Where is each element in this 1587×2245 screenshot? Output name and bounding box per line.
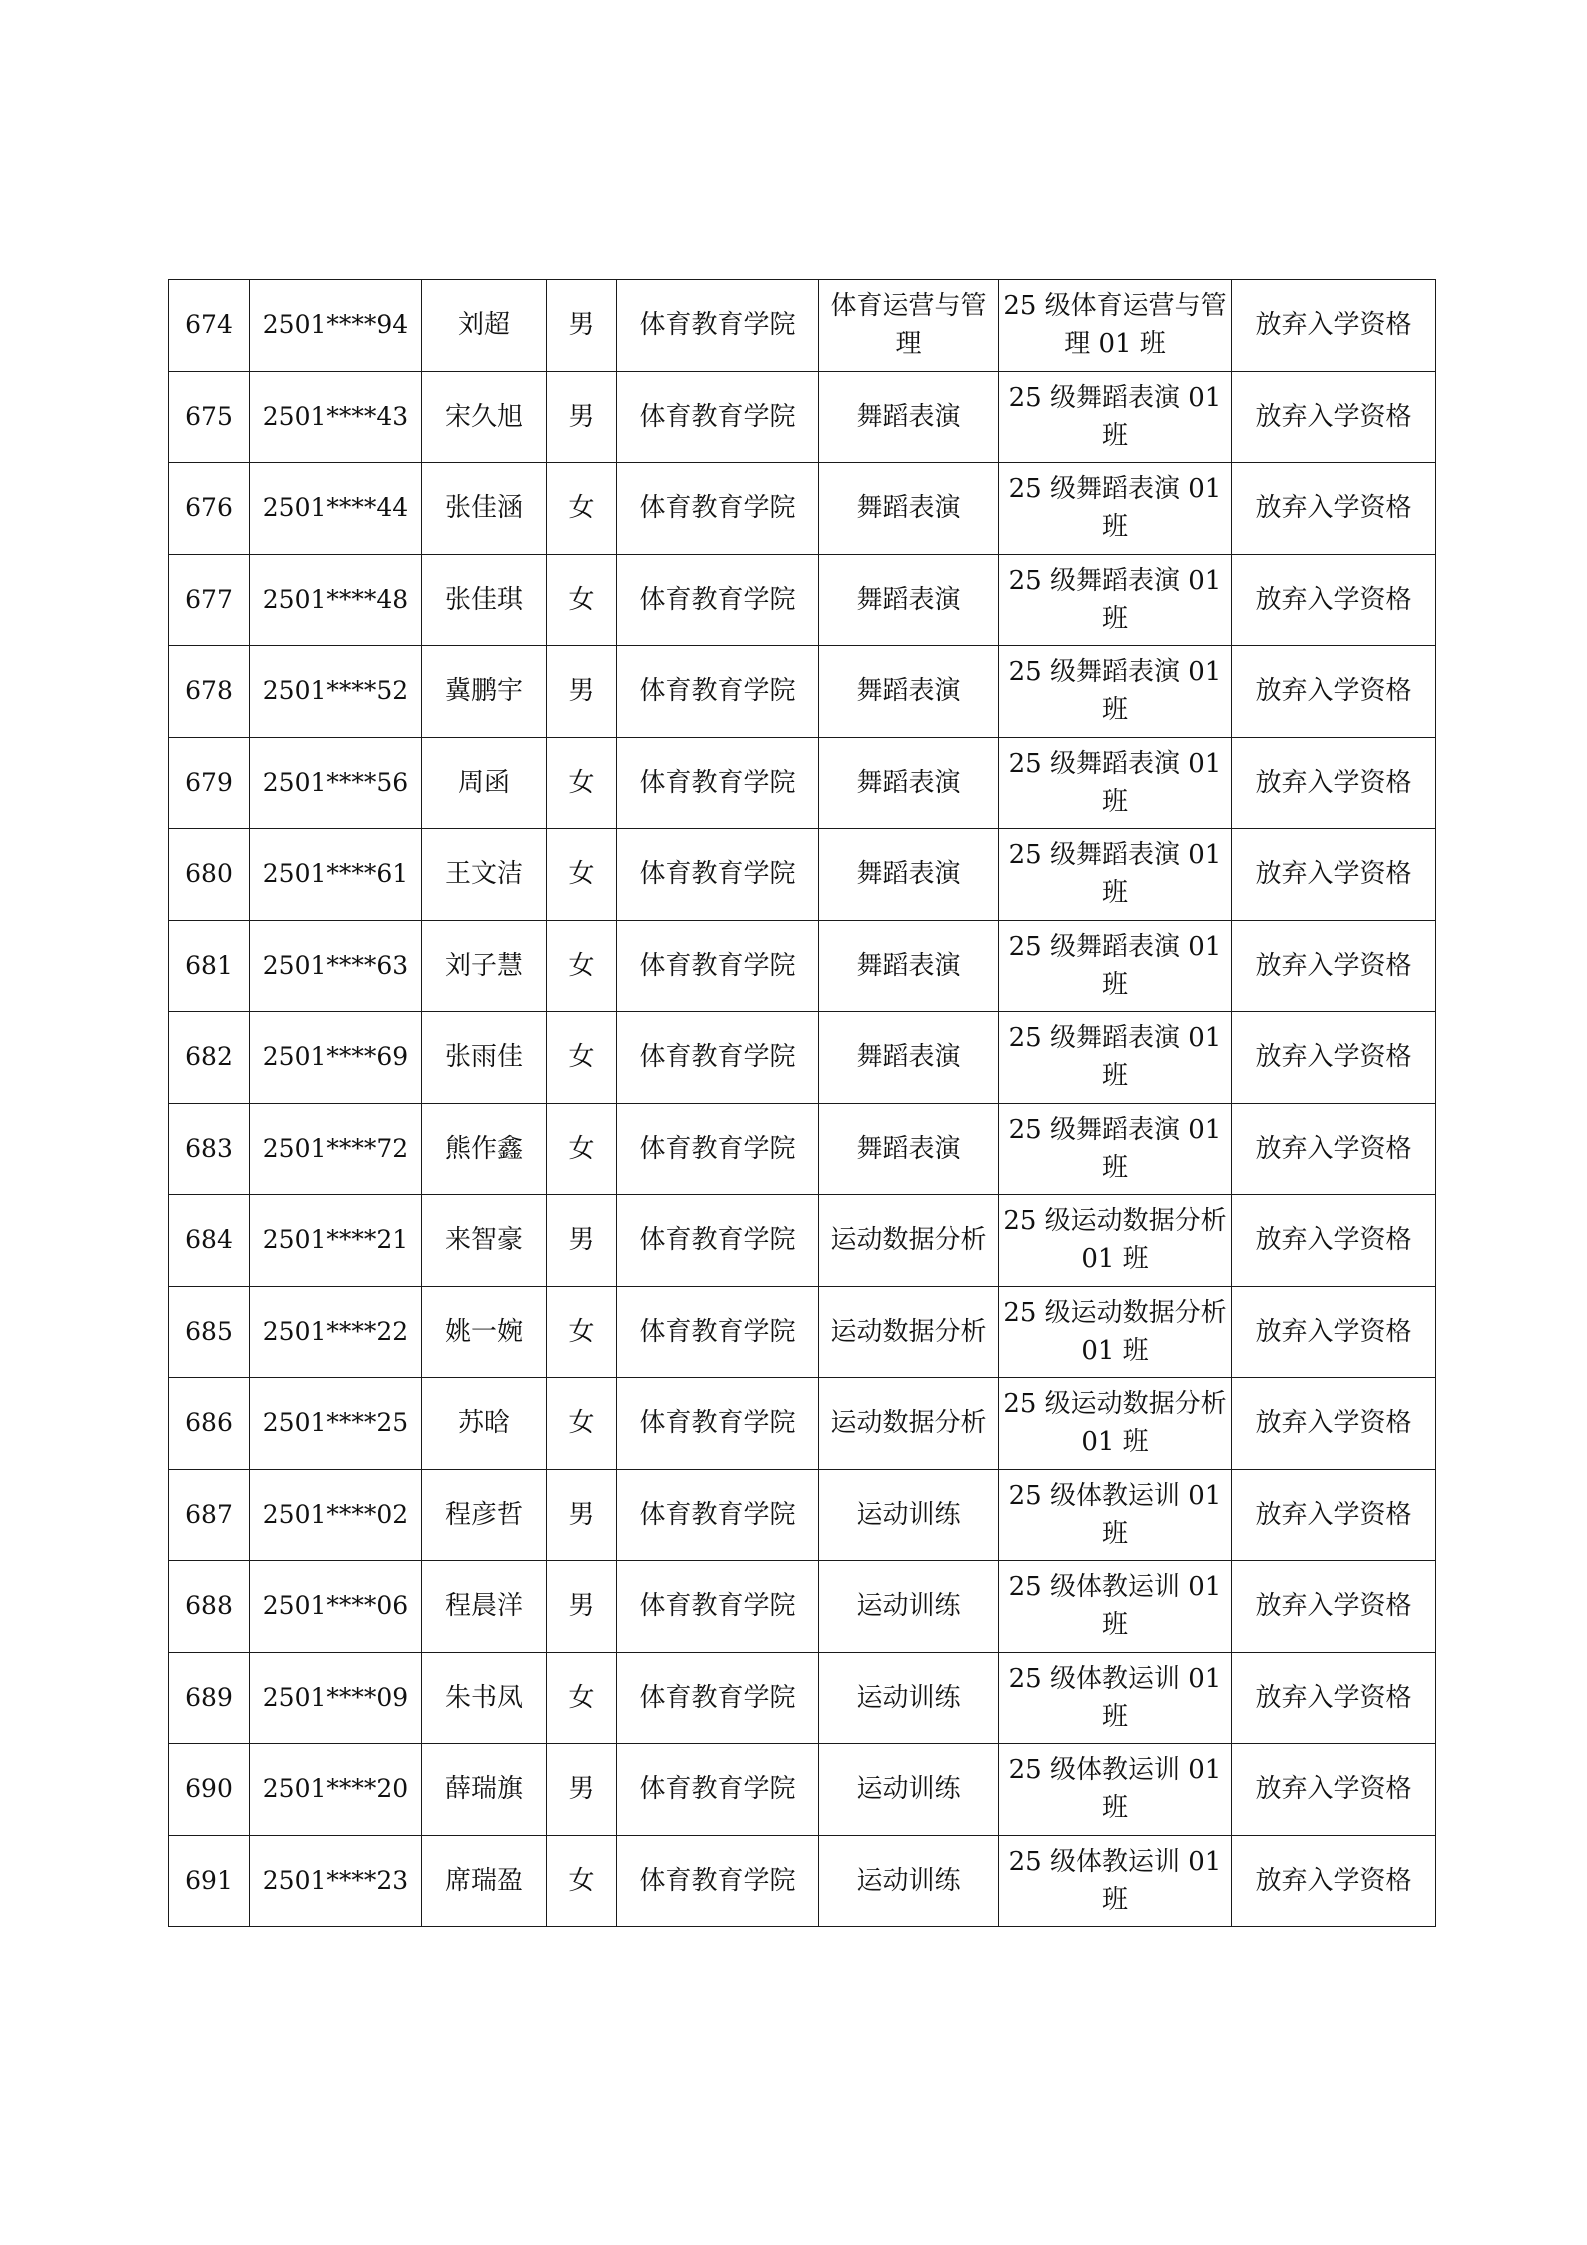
college-cell: 体育教育学院 bbox=[617, 920, 819, 1012]
student-name-cell: 程晨洋 bbox=[422, 1561, 547, 1653]
college-cell: 体育教育学院 bbox=[617, 737, 819, 829]
table-row bbox=[169, 1286, 1436, 1378]
status-cell: 放弃入学资格 bbox=[1232, 371, 1436, 463]
college-cell: 体育教育学院 bbox=[617, 1561, 819, 1653]
row-number-cell: 688 bbox=[169, 1561, 250, 1653]
gender-cell: 女 bbox=[547, 829, 617, 921]
gender-cell: 女 bbox=[547, 1012, 617, 1104]
row-number-cell: 689 bbox=[169, 1652, 250, 1744]
class-cell: 25 级舞蹈表演 01 班 bbox=[999, 371, 1232, 463]
gender-cell: 女 bbox=[547, 920, 617, 1012]
gender-cell: 女 bbox=[547, 554, 617, 646]
student-id-cell: 2501****94 bbox=[250, 280, 422, 372]
college-cell: 体育教育学院 bbox=[617, 280, 819, 372]
student-id-cell: 2501****48 bbox=[250, 554, 422, 646]
major-cell: 舞蹈表演 bbox=[819, 463, 999, 555]
status-cell: 放弃入学资格 bbox=[1232, 829, 1436, 921]
major-cell: 舞蹈表演 bbox=[819, 920, 999, 1012]
college-cell: 体育教育学院 bbox=[617, 1378, 819, 1470]
major-cell: 舞蹈表演 bbox=[819, 737, 999, 829]
college-cell: 体育教育学院 bbox=[617, 463, 819, 555]
status-cell: 放弃入学资格 bbox=[1232, 1744, 1436, 1836]
student-id-cell: 2501****21 bbox=[250, 1195, 422, 1287]
student-name-cell: 张佳涵 bbox=[422, 463, 547, 555]
college-cell: 体育教育学院 bbox=[617, 1744, 819, 1836]
status-cell: 放弃入学资格 bbox=[1232, 1835, 1436, 1927]
status-cell: 放弃入学资格 bbox=[1232, 1561, 1436, 1653]
status-cell: 放弃入学资格 bbox=[1232, 1195, 1436, 1287]
major-cell: 舞蹈表演 bbox=[819, 1103, 999, 1195]
table-row bbox=[169, 1652, 1436, 1744]
college-cell: 体育教育学院 bbox=[617, 1103, 819, 1195]
status-cell: 放弃入学资格 bbox=[1232, 1103, 1436, 1195]
class-cell: 25 级体教运训 01 班 bbox=[999, 1835, 1232, 1927]
table-row bbox=[169, 280, 1436, 372]
gender-cell: 男 bbox=[547, 1469, 617, 1561]
gender-cell: 女 bbox=[547, 1286, 617, 1378]
student-name-cell: 张雨佳 bbox=[422, 1012, 547, 1104]
class-cell: 25 级运动数据分析 01 班 bbox=[999, 1378, 1232, 1470]
gender-cell: 女 bbox=[547, 737, 617, 829]
student-id-cell: 2501****25 bbox=[250, 1378, 422, 1470]
major-cell: 运动训练 bbox=[819, 1744, 999, 1836]
class-cell: 25 级体教运训 01 班 bbox=[999, 1652, 1232, 1744]
student-name-cell: 刘超 bbox=[422, 280, 547, 372]
table-row bbox=[169, 1378, 1436, 1470]
class-cell: 25 级舞蹈表演 01 班 bbox=[999, 554, 1232, 646]
student-id-cell: 2501****22 bbox=[250, 1286, 422, 1378]
major-cell: 舞蹈表演 bbox=[819, 829, 999, 921]
student-name-cell: 张佳琪 bbox=[422, 554, 547, 646]
class-cell: 25 级舞蹈表演 01 班 bbox=[999, 646, 1232, 738]
row-number-cell: 675 bbox=[169, 371, 250, 463]
row-number-cell: 687 bbox=[169, 1469, 250, 1561]
class-cell: 25 级舞蹈表演 01 班 bbox=[999, 920, 1232, 1012]
major-cell: 运动数据分析 bbox=[819, 1378, 999, 1470]
major-cell: 运动数据分析 bbox=[819, 1286, 999, 1378]
table-row bbox=[169, 829, 1436, 921]
table-row bbox=[169, 920, 1436, 1012]
gender-cell: 女 bbox=[547, 1835, 617, 1927]
student-id-cell: 2501****52 bbox=[250, 646, 422, 738]
row-number-cell: 676 bbox=[169, 463, 250, 555]
row-number-cell: 678 bbox=[169, 646, 250, 738]
major-cell: 运动数据分析 bbox=[819, 1195, 999, 1287]
status-cell: 放弃入学资格 bbox=[1232, 1012, 1436, 1104]
student-id-cell: 2501****63 bbox=[250, 920, 422, 1012]
major-cell: 舞蹈表演 bbox=[819, 646, 999, 738]
student-name-cell: 周函 bbox=[422, 737, 547, 829]
table-row bbox=[169, 1195, 1436, 1287]
table-row bbox=[169, 371, 1436, 463]
table-row bbox=[169, 1012, 1436, 1104]
row-number-cell: 684 bbox=[169, 1195, 250, 1287]
class-cell: 25 级运动数据分析 01 班 bbox=[999, 1195, 1232, 1287]
class-cell: 25 级运动数据分析 01 班 bbox=[999, 1286, 1232, 1378]
college-cell: 体育教育学院 bbox=[617, 554, 819, 646]
student-status-table bbox=[168, 279, 1436, 1927]
class-cell: 25 级体教运训 01 班 bbox=[999, 1469, 1232, 1561]
student-name-cell: 姚一婉 bbox=[422, 1286, 547, 1378]
table-row bbox=[169, 1744, 1436, 1836]
student-id-cell: 2501****43 bbox=[250, 371, 422, 463]
student-name-cell: 程彦哲 bbox=[422, 1469, 547, 1561]
row-number-cell: 674 bbox=[169, 280, 250, 372]
student-id-cell: 2501****23 bbox=[250, 1835, 422, 1927]
college-cell: 体育教育学院 bbox=[617, 1835, 819, 1927]
class-cell: 25 级舞蹈表演 01 班 bbox=[999, 829, 1232, 921]
gender-cell: 女 bbox=[547, 1378, 617, 1470]
table-body bbox=[169, 280, 1436, 1927]
student-name-cell: 熊作鑫 bbox=[422, 1103, 547, 1195]
student-name-cell: 刘子慧 bbox=[422, 920, 547, 1012]
table-row bbox=[169, 554, 1436, 646]
college-cell: 体育教育学院 bbox=[617, 1469, 819, 1561]
gender-cell: 男 bbox=[547, 280, 617, 372]
college-cell: 体育教育学院 bbox=[617, 829, 819, 921]
student-id-cell: 2501****61 bbox=[250, 829, 422, 921]
student-name-cell: 来智豪 bbox=[422, 1195, 547, 1287]
status-cell: 放弃入学资格 bbox=[1232, 646, 1436, 738]
college-cell: 体育教育学院 bbox=[617, 1652, 819, 1744]
class-cell: 25 级舞蹈表演 01 班 bbox=[999, 463, 1232, 555]
row-number-cell: 680 bbox=[169, 829, 250, 921]
student-name-cell: 席瑞盈 bbox=[422, 1835, 547, 1927]
gender-cell: 男 bbox=[547, 1561, 617, 1653]
table-row bbox=[169, 646, 1436, 738]
table-row bbox=[169, 1103, 1436, 1195]
college-cell: 体育教育学院 bbox=[617, 646, 819, 738]
status-cell: 放弃入学资格 bbox=[1232, 1378, 1436, 1470]
class-cell: 25 级舞蹈表演 01 班 bbox=[999, 1103, 1232, 1195]
row-number-cell: 677 bbox=[169, 554, 250, 646]
class-cell: 25 级舞蹈表演 01 班 bbox=[999, 1012, 1232, 1104]
status-cell: 放弃入学资格 bbox=[1232, 554, 1436, 646]
student-id-cell: 2501****56 bbox=[250, 737, 422, 829]
student-name-cell: 冀鹏宇 bbox=[422, 646, 547, 738]
status-cell: 放弃入学资格 bbox=[1232, 463, 1436, 555]
student-id-cell: 2501****09 bbox=[250, 1652, 422, 1744]
status-cell: 放弃入学资格 bbox=[1232, 280, 1436, 372]
row-number-cell: 682 bbox=[169, 1012, 250, 1104]
row-number-cell: 685 bbox=[169, 1286, 250, 1378]
table-row bbox=[169, 737, 1436, 829]
student-id-cell: 2501****72 bbox=[250, 1103, 422, 1195]
student-name-cell: 王文洁 bbox=[422, 829, 547, 921]
gender-cell: 男 bbox=[547, 1195, 617, 1287]
gender-cell: 女 bbox=[547, 463, 617, 555]
status-cell: 放弃入学资格 bbox=[1232, 1286, 1436, 1378]
gender-cell: 男 bbox=[547, 1744, 617, 1836]
row-number-cell: 686 bbox=[169, 1378, 250, 1470]
major-cell: 运动训练 bbox=[819, 1469, 999, 1561]
major-cell: 舞蹈表演 bbox=[819, 371, 999, 463]
table-row bbox=[169, 1469, 1436, 1561]
student-id-cell: 2501****02 bbox=[250, 1469, 422, 1561]
status-cell: 放弃入学资格 bbox=[1232, 1652, 1436, 1744]
status-cell: 放弃入学资格 bbox=[1232, 737, 1436, 829]
student-id-cell: 2501****44 bbox=[250, 463, 422, 555]
gender-cell: 男 bbox=[547, 646, 617, 738]
gender-cell: 女 bbox=[547, 1103, 617, 1195]
class-cell: 25 级体教运训 01 班 bbox=[999, 1561, 1232, 1653]
major-cell: 运动训练 bbox=[819, 1835, 999, 1927]
major-cell: 舞蹈表演 bbox=[819, 1012, 999, 1104]
college-cell: 体育教育学院 bbox=[617, 1195, 819, 1287]
student-name-cell: 宋久旭 bbox=[422, 371, 547, 463]
gender-cell: 男 bbox=[547, 371, 617, 463]
gender-cell: 女 bbox=[547, 1652, 617, 1744]
student-id-cell: 2501****20 bbox=[250, 1744, 422, 1836]
table-row bbox=[169, 1561, 1436, 1653]
class-cell: 25 级体育运营与管理 01 班 bbox=[999, 280, 1232, 372]
status-cell: 放弃入学资格 bbox=[1232, 920, 1436, 1012]
major-cell: 运动训练 bbox=[819, 1652, 999, 1744]
major-cell: 体育运营与管理 bbox=[819, 280, 999, 372]
student-name-cell: 薛瑞旗 bbox=[422, 1744, 547, 1836]
row-number-cell: 681 bbox=[169, 920, 250, 1012]
class-cell: 25 级舞蹈表演 01 班 bbox=[999, 737, 1232, 829]
class-cell: 25 级体教运训 01 班 bbox=[999, 1744, 1232, 1836]
row-number-cell: 683 bbox=[169, 1103, 250, 1195]
college-cell: 体育教育学院 bbox=[617, 371, 819, 463]
student-id-cell: 2501****69 bbox=[250, 1012, 422, 1104]
student-id-cell: 2501****06 bbox=[250, 1561, 422, 1653]
table-row bbox=[169, 463, 1436, 555]
row-number-cell: 679 bbox=[169, 737, 250, 829]
table-row bbox=[169, 1835, 1436, 1927]
college-cell: 体育教育学院 bbox=[617, 1286, 819, 1378]
major-cell: 运动训练 bbox=[819, 1561, 999, 1653]
major-cell: 舞蹈表演 bbox=[819, 554, 999, 646]
row-number-cell: 690 bbox=[169, 1744, 250, 1836]
row-number-cell: 691 bbox=[169, 1835, 250, 1927]
college-cell: 体育教育学院 bbox=[617, 1012, 819, 1104]
status-cell: 放弃入学资格 bbox=[1232, 1469, 1436, 1561]
student-name-cell: 苏晗 bbox=[422, 1378, 547, 1470]
student-name-cell: 朱书凤 bbox=[422, 1652, 547, 1744]
